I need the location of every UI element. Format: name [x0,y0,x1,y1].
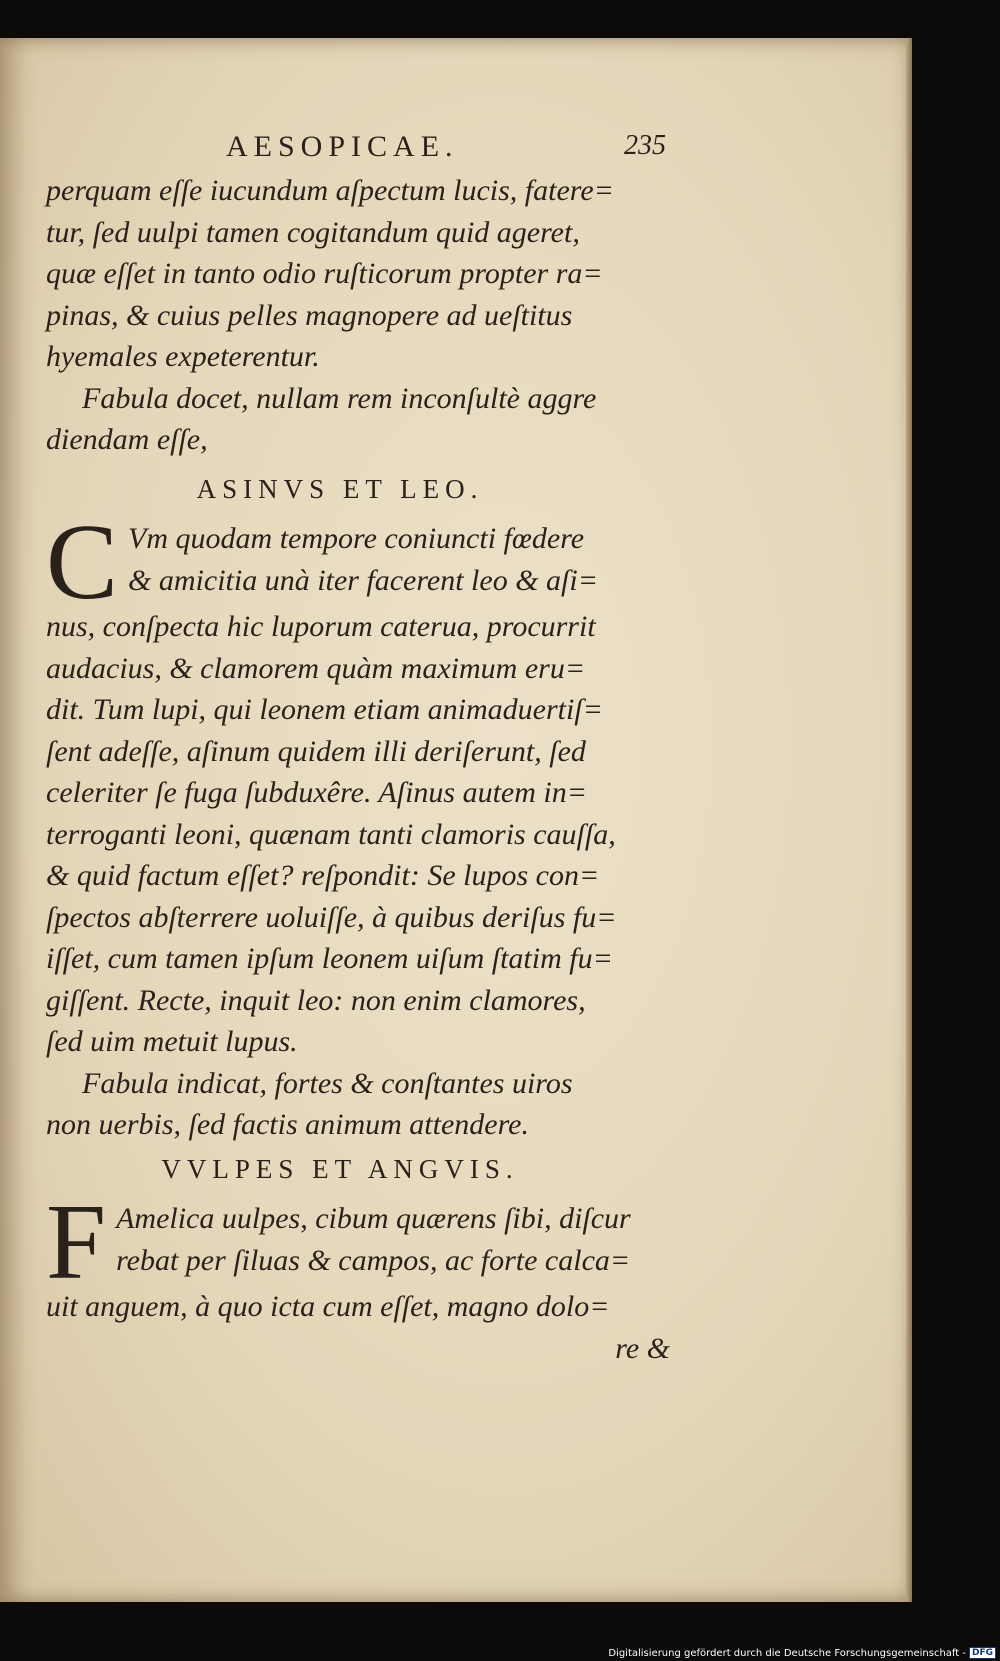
fable-text-asinus-et-leo [46,503,670,1146]
text-line: ſed uim metuit lupus. [46,1025,298,1058]
text-line: audacius, & clamorem quàm maximum eru= [46,651,586,685]
moral-line: Fabula indicat, fortes & conſtantes uiros [82,1066,573,1100]
text-line: terroganti leoni, quænam tanti clamoris cauſſa, [46,817,616,851]
text-line: ſent adeſſe, aſinum quidem illi deriſerunt, ſed [46,734,586,768]
text-line: quæ eſſet in tanto odio ruſticorum propter ra= [46,257,603,290]
catchword: re & [615,1331,670,1365]
text-line: Amelica uulpes, cibum quærens ſibi, diſcur [116,1202,631,1235]
text-line: celeriter ſe fuga ſubduxêre. Aſinus autem in= [46,776,587,809]
fable-title-asinus-et-leo: ASINVS ET LEO. [196,474,484,504]
moral-line: Fabula docet, nullam rem inconſultè aggre [82,381,597,415]
moral-line: diendam eſſe, [46,423,208,456]
text-line: dit. Tum lupi, qui leonem etiam animaduertiſ= [46,693,603,726]
running-title: AESOPICAE. [226,130,459,163]
text-line: & amicitia unà iter facerent leo & aſi= [128,563,598,597]
fable-text-vulpes-et-anguis [46,1183,670,1369]
text-line: uit anguem, à quo icta cum eſſet, magno dolo= [46,1290,610,1323]
text-line: & quid factum eſſet? reſpondit: Se lupos con= [46,859,600,892]
book-page [0,38,912,1602]
text-line: hyemales expeterentur. [46,340,320,373]
page-header [226,130,666,170]
credit-text: Digitalisierung gefördert durch die Deutsche Forschungsgemeinschaft - [608,1647,966,1659]
drop-capital: C [46,503,119,622]
dfg-logo: DFG [969,1647,996,1659]
text-line: rebat per ſiluas & campos, ac forte calca= [116,1243,631,1277]
text-block-previous-fable [46,170,670,461]
text-line: giſſent. Recte, inquit leo: non enim clamores, [46,983,586,1017]
text-line: nus, conſpecta hic luporum caterua, procurrit [46,610,596,643]
page-number: 235 [624,130,666,161]
text-line: tur, ſed uulpi tamen cogitandum quid ageret, [46,215,580,249]
drop-capital: F [46,1183,107,1302]
text-line: iſſet, cum tamen ipſum leonem uiſum ſtatim fu= [46,942,613,975]
digitization-credit [608,1647,996,1659]
fable-title-vulpes-et-anguis: VVLPES ET ANGVIS. [161,1154,519,1184]
text-line: ſpectos abſterrere uoluiſſe, à quibus deriſus fu= [46,900,617,934]
text-line: Vm quodam tempore coniuncti fœdere [128,522,585,555]
text-line: perquam eſſe iucundum aſpectum lucis, fatere= [46,174,614,207]
text-line: pinas, & cuius pelles magnopere ad ueſtitus [46,298,573,332]
moral-line: non uerbis, ſed factis animum attendere. [46,1108,529,1141]
